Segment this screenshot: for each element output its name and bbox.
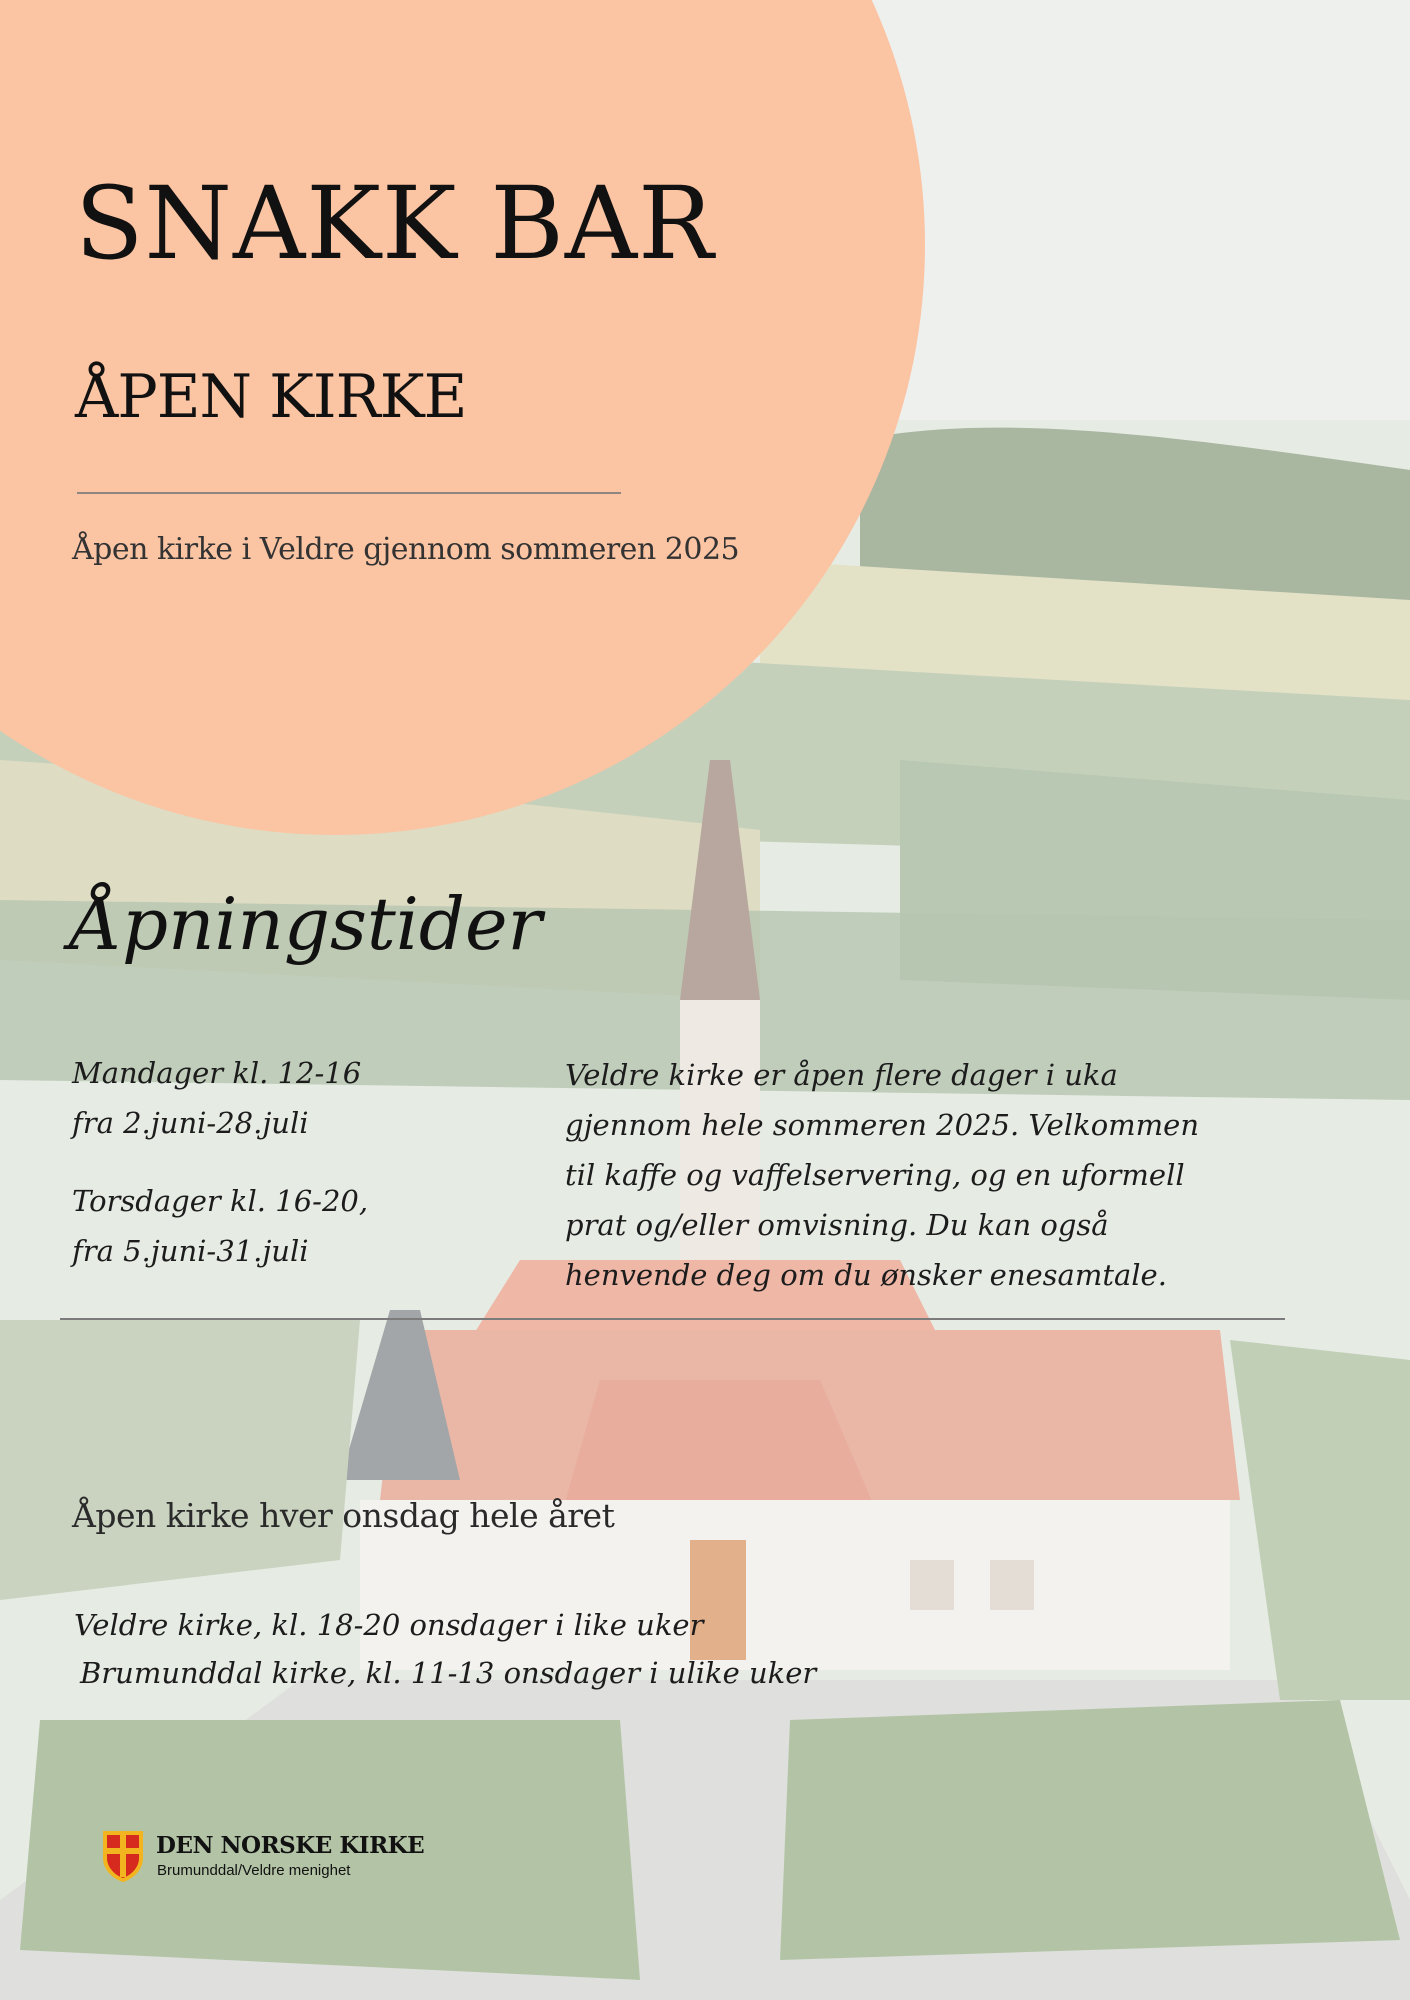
description-line: henvende deg om du ønsker enesamtale.	[565, 1258, 1167, 1292]
logo-name: DEN NORSKE KIRKE	[156, 1832, 425, 1859]
opening-hours-list	[72, 1048, 368, 1276]
opening-hours-heading: Åpningstider	[70, 882, 542, 966]
monday-dates: fra 2.juni-28.juli	[72, 1106, 309, 1140]
description	[565, 1050, 1325, 1300]
description-line: Veldre kirke er åpen flere dager i uka	[565, 1058, 1118, 1092]
wednesday-veldre: Veldre kirke, kl. 18-20 onsdager i like uker	[74, 1608, 704, 1642]
wednesday-brumunddal: Brumunddal kirke, kl. 11-13 onsdager i ulike uker	[80, 1656, 817, 1690]
church-shield-cross-icon	[100, 1828, 146, 1884]
monday-hours: Mandager kl. 12-16	[72, 1056, 362, 1090]
logo-subtitle: Brumunddal/Veldre menighet	[157, 1862, 351, 1879]
tagline: Åpen kirke i Veldre gjennom sommeren 2025	[72, 532, 740, 567]
thursday-dates: fra 5.juni-31.juli	[72, 1234, 309, 1268]
page-subtitle: ÅPEN KIRKE	[75, 362, 467, 432]
divider-top	[77, 492, 621, 494]
description-line: gjennom hele sommeren 2025. Velkommen	[565, 1108, 1199, 1142]
description-line: prat og/eller omvisning. Du kan også	[565, 1208, 1109, 1242]
page-title: SNAKK BAR	[75, 165, 715, 282]
divider-middle	[60, 1318, 1285, 1320]
thursday-hours: Torsdager kl. 16-20,	[72, 1184, 369, 1218]
description-line: til kaffe og vaffelservering, og en uformell	[565, 1158, 1185, 1192]
church-logo	[100, 1828, 425, 1888]
wednesday-heading: Åpen kirke hver onsdag hele året	[72, 1496, 615, 1535]
